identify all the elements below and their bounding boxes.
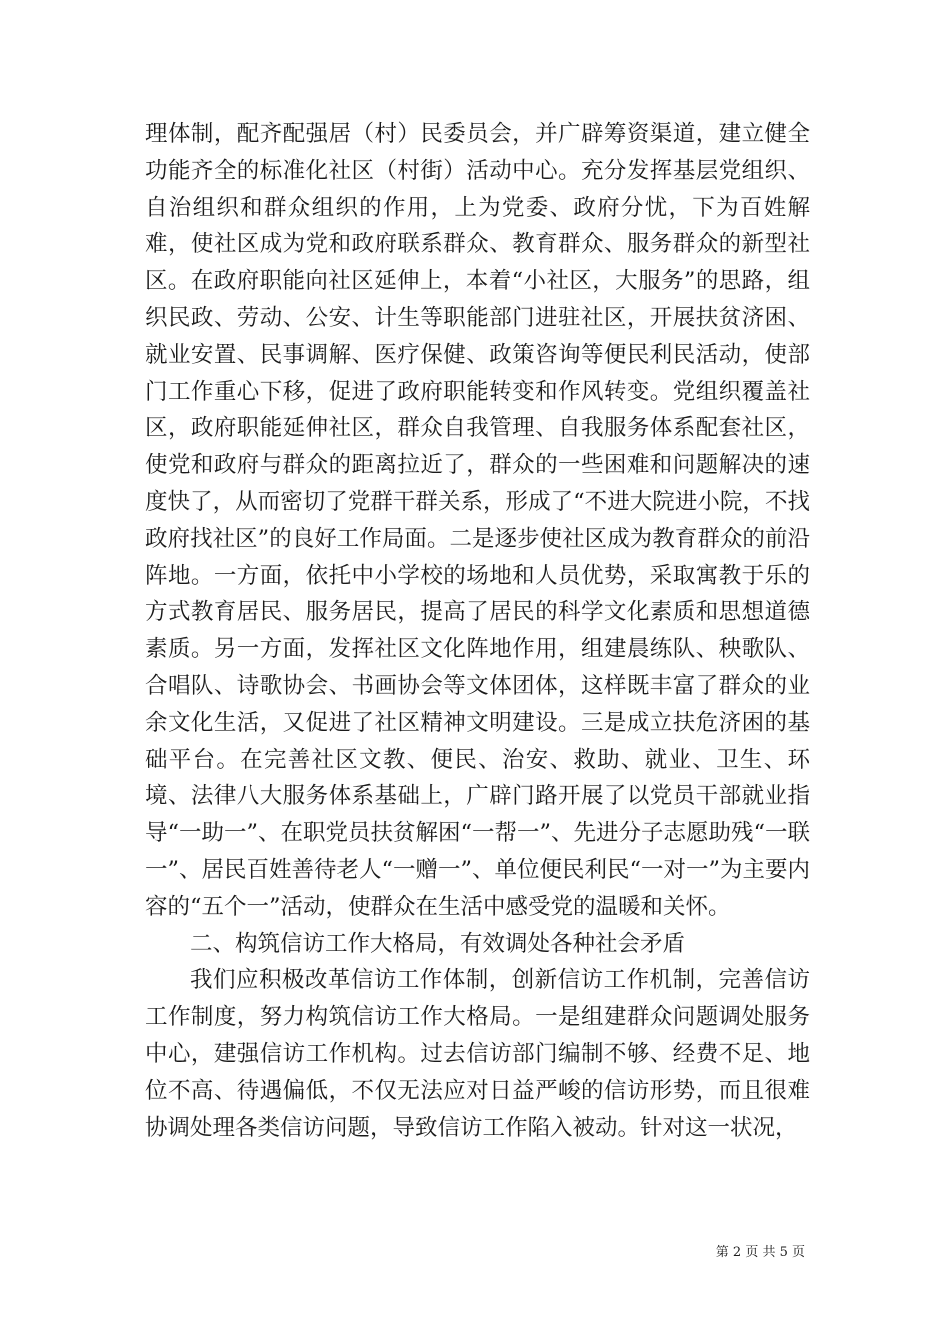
paragraph-petition-reform: 我们应积极改革信访工作体制，创新信访工作机制，完善信访工作制度，努力构筑信访工作大格局。一是组建群众问题调处服务中心，建强信访工作机构。过去信访部门编制不够、经费不足、地位不高、待遇偏低，不仅无法应对日益严峻的信访形势，而且很难协调处理各类信访问题，导致信访工作陷入被动。针对这一状况， <box>145 967 810 1141</box>
page-number-footer: 第 2 页 共 5 页 <box>715 1245 805 1260</box>
section-heading-petition: 二、构筑信访工作大格局，有效调处各种社会矛盾 <box>190 930 686 957</box>
paragraph-community-services: 理体制，配齐配强居（村）民委员会，并广辟筹资渠道，建立健全功能齐全的标准化社区（村街）活动中心。充分发挥基层党组织、自治组织和群众组织的作用，上为党委、政府分忧，下为百姓解难，使社区成为党和政府联系群众、教育群众、服务群众的新型社区。在政府职能向社区延伸上，本着“小社区，大服务”的思路，组织民政、劳动、公安、计生等职能部门进驻社区，开展扶贫济困、就业安置、民事调解、医疗保健、政策咨询等便民利民活动，使部门工作重心下移，促进了政府职能转变和作风转变。党组织覆盖社区，政府职能延伸社区，群众自我管理、自我服务体系配套社区，使党和政府与群众的距离拉近了，群众的一些困难和问题解决的速度快了，从而密切了党群干群关系，形成了“不进大院进小院，不找政府找社区”的良好工作局面。二是逐步使社区成为教育群众的前沿阵地。一方面，依托中小学校的场地和人员优势，采取寓教于乐的方式教育居民、服务居民，提高了居民的科学文化素质和思想道德素质。另一方面，发挥社区文化阵地作用，组建晨练队、秧歌队、合唱队、诗歌协会、书画协会等文体团体，这样既丰富了群众的业余文化生活，又促进了社区精神文明建设。三是成立扶危济困的基础平台。在完善社区文教、便民、治安、救助、就业、卫生、环境、法律八大服务体系基础上，广辟门路开展了以党员干部就业指导“一助一”、在职党员扶贫解困“一帮一”、先进分子志愿助残“一联一”、居民百姓善待老人“一赠一”、单位便民利民“一对一”为主要内容的“五个一”活动，使群众在生活中感受党的温暖和关怀。 <box>145 121 811 920</box>
document-body <box>145 116 810 1146</box>
